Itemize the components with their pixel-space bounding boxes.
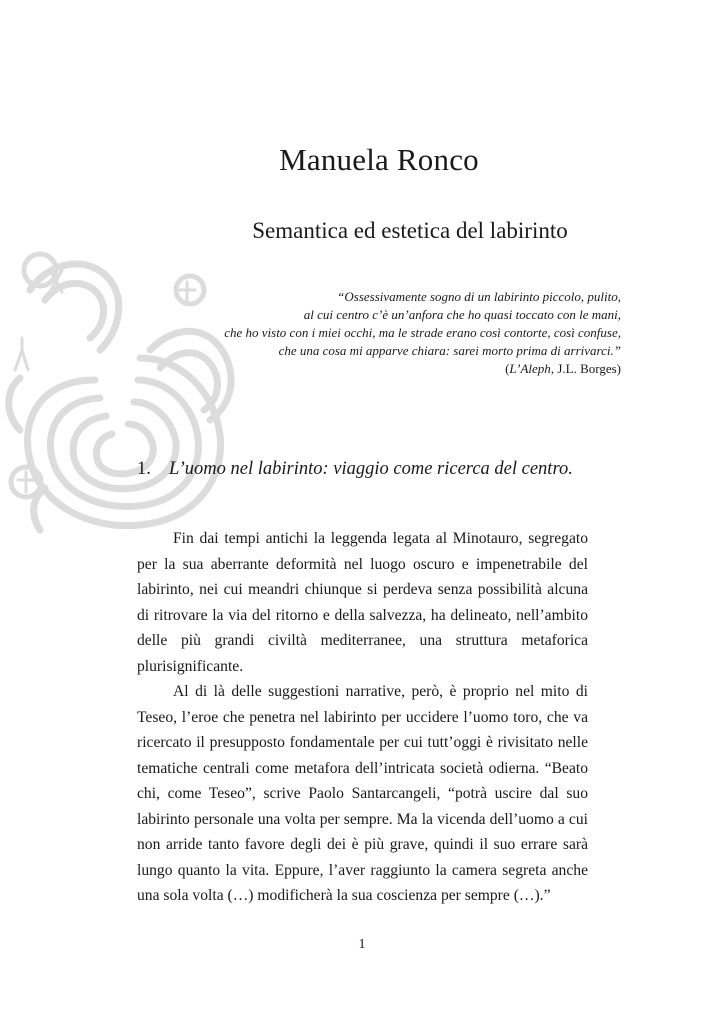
paragraph: Fin dai tempi antichi la leggenda legata al Minotauro, segregato per la sua aberrante deformità nel luogo oscuro e impenetrabile del labirinto, nei cui meandri chiunque si perdeva senza possibilità alcuna di ritrovare la via del ritorno e della salvezza, ha delineato, nell’ambito delle più grandi civiltà mediterranee, una struttura metaforica plurisignificante. — [137, 530, 588, 675]
epigraph-source-open: ( — [505, 361, 510, 376]
epigraph-line: che una cosa mi apparve chiara: sarei morto prima di arrivarci.” — [278, 343, 621, 358]
author-name: Manuela Ronco — [279, 142, 479, 177]
section-title: L’uomo nel labirinto: viaggio come ricerca del centro. — [169, 459, 573, 479]
epigraph-line: “Ossessivamente sogno di un labirinto piccolo, pulito, — [337, 289, 621, 304]
paragraph: Al di là delle suggestioni narrative, però, è proprio nel mito di Teseo, l’eroe che penetra nel labirinto per uccidere l’uomo toro, che va ricercato il presupposto fondamentale per cui tutt’oggi è rivisitato nelle tematiche centrali come metafora dell’intricata società odierna. “Beato chi, come Teseo”, scrive Paolo Santarcangeli, “potrà uscire dal suo labirinto personale una volta per sempre. Ma la vicenda dell’uomo a cui non arride tanto favore degli dei è più grave, quindi il suo errare sarà lungo quanto la vita. Eppure, l’aver raggiunto la camera segreta anche una sola volta (…) modificherà la sua coscienza per sempre (…).” — [137, 683, 588, 904]
epigraph-line: al cui centro c’è un’anfora che ho quasi toccato con le mani, — [303, 307, 621, 322]
body-text — [137, 526, 588, 909]
epigraph-source-work: L’Aleph — [509, 361, 551, 376]
epigraph — [161, 288, 621, 378]
section-number: 1. — [137, 459, 151, 479]
document-title: Semantica ed estetica del labirinto — [252, 218, 568, 243]
epigraph-source — [161, 360, 621, 378]
epigraph-source-author: , J.L. Borges) — [550, 361, 621, 376]
section-heading — [137, 459, 597, 480]
epigraph-line: che ho visto con i miei occhi, ma le strade erano così contorte, così confuse, — [224, 325, 621, 340]
labyrinth-watermark-icon — [0, 230, 250, 550]
page-number: 1 — [358, 937, 366, 952]
